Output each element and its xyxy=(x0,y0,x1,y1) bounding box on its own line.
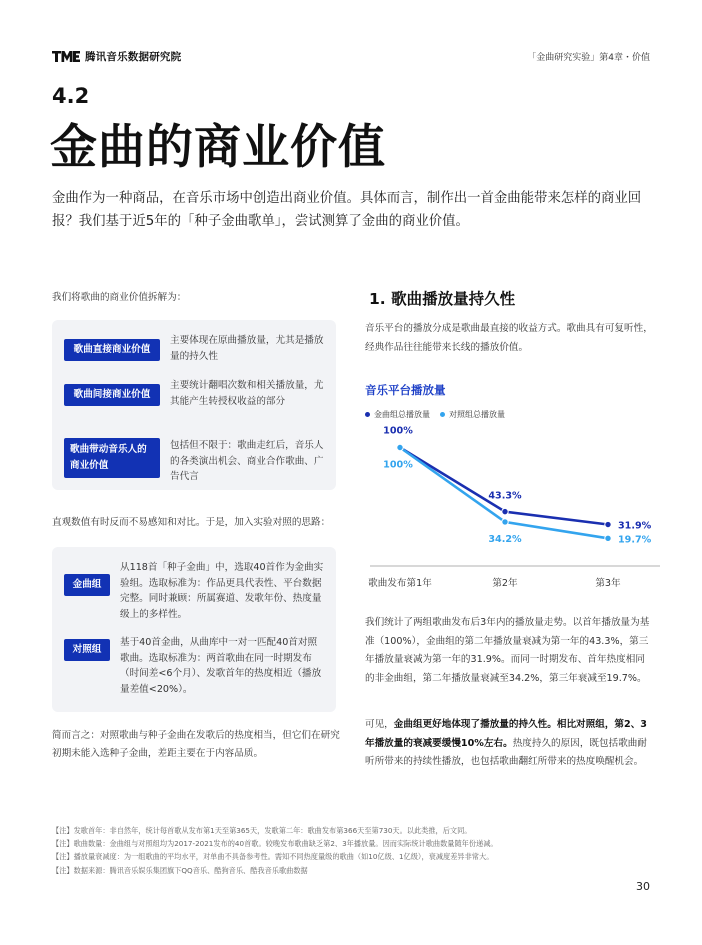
playback-line-chart xyxy=(365,424,665,594)
data-point xyxy=(605,521,611,527)
value-tag xyxy=(64,438,160,478)
summary-paragraph: 简而言之：对照歌曲与种子金曲在发歌后的热度相当，但它们在研究初期未能入选种子金曲，差距主要在于内容品质。 xyxy=(52,730,340,759)
experiment-intro: 直观数值有时反而不易感知和对比。于是，加入实验对照的思路： xyxy=(52,517,331,528)
footnote: 【注】发歌首年：非自然年，统计每首歌从发布第1天至第365天，发歌第二年：歌曲发布第366天至第730天。以此类推，后文同。 xyxy=(52,826,472,835)
legend-item xyxy=(440,409,505,420)
x-tick-label: 歌曲发布第1年 xyxy=(368,578,432,589)
x-tick-label: 第2年 xyxy=(492,578,518,589)
conclusion-paragraph xyxy=(365,716,653,772)
intro-paragraph: 金曲作为一种商品，在音乐市场中创造出商业价值。具体而言，制作出一首金曲能带来怎样的商业回报？我们基于近5年的「种子金曲歌单」，尝试测算了金曲的商业价值。 xyxy=(52,191,642,229)
data-label: 43.3% xyxy=(488,490,522,502)
legend-dot xyxy=(365,412,370,417)
value-tag-line: 商业价值 xyxy=(70,460,109,471)
page-title: 金曲的商业价值 xyxy=(50,120,386,175)
value-item xyxy=(64,333,326,364)
footnotes xyxy=(52,824,662,877)
group-item xyxy=(64,560,326,622)
group-desc: 基于40首金曲，从曲库中一对一匹配40首对照歌曲。选取标准为：两首歌曲在同一时期发布（时间差<6个月）、发歌首年的热度相近（播放量差值<20%）。 xyxy=(120,637,322,695)
footnote: 【注】歌曲数量：金曲组与对照组均为2017-2021发布的40首歌。较晚发布歌曲缺乏第2、3年播放量。因而实际统计歌曲数量随年份递减。 xyxy=(52,839,498,849)
playback-intro: 音乐平台的播放分成是歌曲最直接的收益方式。歌曲具有可复听性，经典作品往往能带来长线的播放价值。 xyxy=(365,323,653,353)
value-breakdown-panel xyxy=(52,320,336,490)
value-tag: 歌曲间接商业价值 xyxy=(64,384,160,406)
legend-label: 对照组总播放量 xyxy=(449,410,505,419)
value-desc: 包括但不限于：歌曲走红后，音乐人的各类演出机会、商业合作歌曲、广告代言 xyxy=(170,440,324,482)
data-point xyxy=(502,508,508,514)
data-label: 34.2% xyxy=(488,533,522,545)
footnote: 【注】数据来源：腾讯音乐娱乐集团旗下QQ音乐、酷狗音乐、酷我音乐歌曲数据 xyxy=(52,865,308,875)
breakdown-intro: 我们将歌曲的商业价值拆解为： xyxy=(52,292,187,303)
group-tag: 对照组 xyxy=(64,639,110,661)
group-desc: 从118首「种子金曲」中，选取40首作为金曲实验组。选取标准为：作品更具代表性、平台数据完整。同时兼顾：所属赛道、发歌年份、热度量级上的多样性。 xyxy=(120,562,324,620)
group-tag: 金曲组 xyxy=(64,574,110,596)
conclusion-rest: 热度持久的原因，既包括歌曲耐听所带来的持续性播放，也包括歌曲翻红所带来的热度唤醒机会。 xyxy=(365,737,647,767)
x-tick-label: 第3年 xyxy=(595,578,621,589)
tme-logo-icon xyxy=(52,51,80,62)
value-desc: 主要体现在原曲播放量，尤其是播放量的持久性 xyxy=(170,335,324,362)
value-item xyxy=(64,378,326,409)
legend-item xyxy=(365,409,430,420)
chapter-label: 「金曲研究实验」第4章・价值 xyxy=(527,53,650,63)
experiment-groups-panel xyxy=(52,547,336,712)
conclusion-lead: 可见， xyxy=(365,719,394,730)
value-tag: 歌曲直接商业价值 xyxy=(64,339,160,361)
data-label: 31.9% xyxy=(618,520,652,532)
value-desc: 主要统计翻唱次数和相关播放量，尤其能产生转授权收益的部分 xyxy=(170,380,324,407)
footnote: 【注】播放量衰减度：为一组歌曲的平均水平，对单曲不具备参考性。需知不同热度量级的歌曲（如10亿级、1亿级），衰减度差异非常大。 xyxy=(52,852,494,862)
page-number: 30 xyxy=(636,880,650,893)
chart-heading: 音乐平台播放量 xyxy=(365,383,446,397)
value-item xyxy=(64,438,326,485)
legend-label: 金曲组总播放量 xyxy=(374,410,430,419)
data-point xyxy=(502,519,508,525)
data-label: 19.7% xyxy=(618,534,652,546)
chart-legend xyxy=(365,409,505,420)
conclusion-highlight: 金曲组更好地体现了播放量的持久性。相比对照组，第2、3年播放量的衰减要缓慢10%左右。 xyxy=(365,719,647,749)
subsection-title: 1. 歌曲播放量持久性 xyxy=(369,290,516,308)
data-point xyxy=(397,444,403,450)
data-label: 100% xyxy=(383,459,413,471)
value-tag-line: 歌曲带动音乐人的 xyxy=(70,444,147,455)
brand-name: 腾讯音乐数据研究院 xyxy=(85,51,182,63)
group-item xyxy=(64,635,326,697)
legend-dot xyxy=(440,412,445,417)
data-point xyxy=(605,535,611,541)
playback-analysis: 我们统计了两组歌曲发布后3年内的播放量走势。以首年播放量为基准（100%），金曲组的第二年播放量衰减为第一年的43.3%，第三年播放量衰减为第一年的31.9%。而同一时期发布、首年热度相同的非金曲组，第二年播放量衰减至34.2%，第三年衰减至19.7%。 xyxy=(365,617,650,684)
section-number: 4.2 xyxy=(52,84,90,108)
brand-logo xyxy=(52,49,181,64)
data-label: 100% xyxy=(383,425,413,437)
